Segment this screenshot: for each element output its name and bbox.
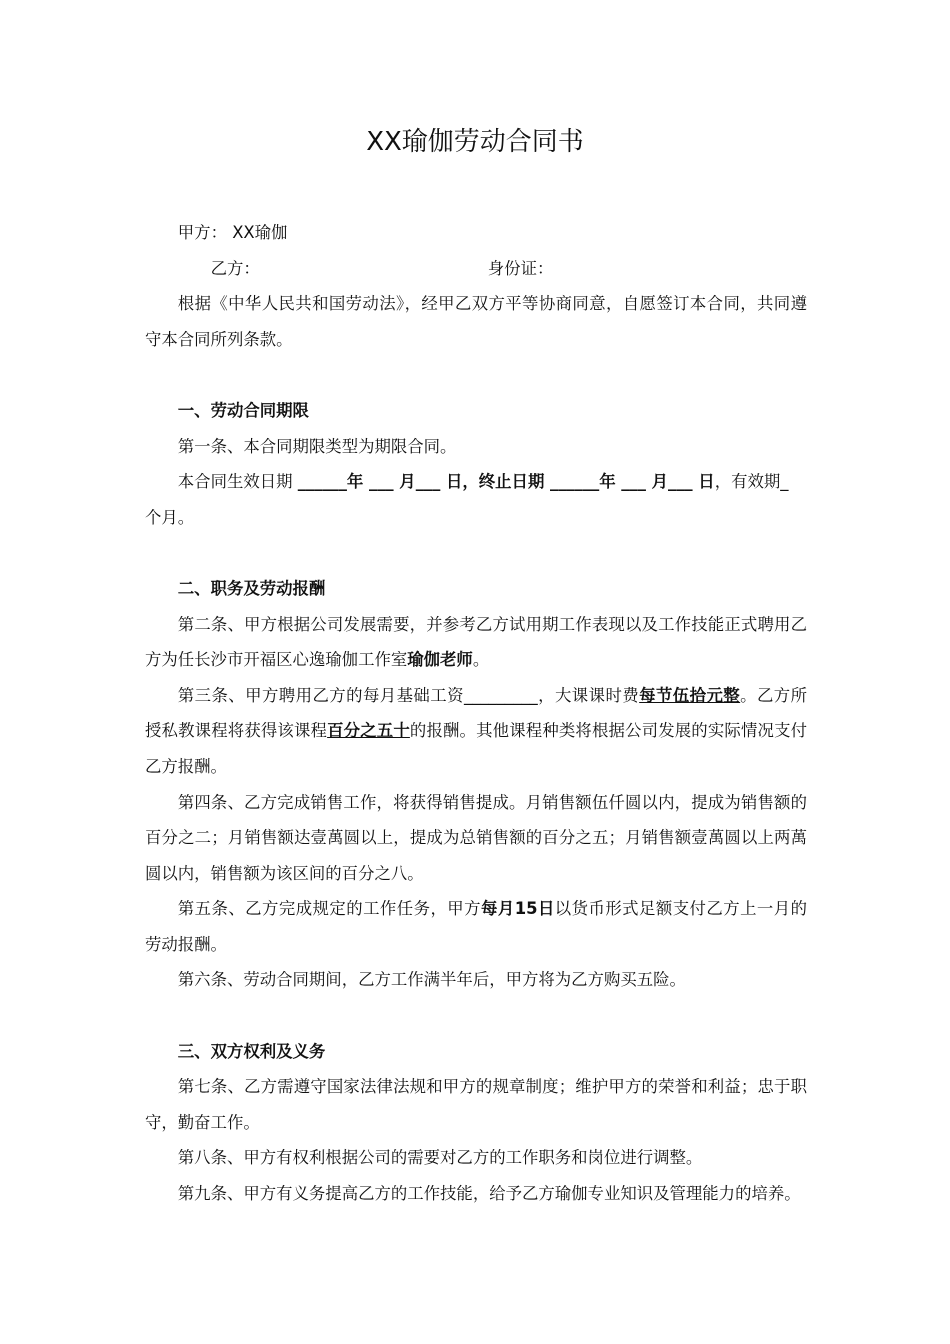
salary-blank: _________ [463,685,538,705]
party-a-label: 甲方： [177,223,227,242]
article-7: 第七条、乙方需遵守国家法律法规和甲方的规章制度；维护甲方的荣誉和利益；忠于职守，勤奋工作。 [145,1077,807,1132]
validity-months: 个月。 [145,507,195,527]
article-3-text: 。乙方所授私教课程将获得该课程 [145,685,808,741]
validity-label: ，有效期_ [714,472,789,492]
article-6: 第六条、劳动合同期间，乙方工作满半年后，甲方将为乙方购买五险。 [177,970,686,990]
article-3 [145,678,807,785]
party-b-line [145,251,807,287]
document-title: XX瑜伽劳动合同书 [366,127,584,157]
position-title: 瑜伽老师 [407,650,473,670]
article-2-text: 第二条、甲方根据公司发展需要，并参考乙方试用期工作表现以及工作技能正式聘用乙方为任长沙市开福区心逸瑜伽工作室 [145,614,807,670]
document-body [145,215,807,1212]
article-4: 第四条、乙方完成销售工作，将获得销售提成。月销售额伍仟圆以内，提成为销售额的百分之二；月销售额达壹萬圆以上，提成为总销售额的百分之五；月销售额壹萬圆以上两萬圆以内，销售额为该区间的百分之八。 [145,792,807,883]
article-3-text: 的报酬。其他课程种类将根据公司发展的实际情况支付乙方报酬。 [145,721,808,776]
private-class-rate: 百分之五十 [327,721,410,741]
article-3-text: 第三条、甲方聘用乙方的每月基础工资 [177,685,464,705]
article-9: 第九条、甲方有义务提高乙方的工作技能，给予乙方瑜伽专业知识及管理能力的培养。 [177,1184,801,1204]
section-1-heading: 一、劳动合同期限 [177,400,309,420]
party-b-label: 乙方： [210,258,260,278]
article-2-end: 。 [472,650,490,670]
id-card-label: 身份证： [487,258,554,278]
article-8: 第八条、甲方有权利根据公司的需要对乙方的工作职务和岗位进行调整。 [177,1148,703,1168]
contract-date-line [145,464,807,500]
intro-paragraph: 根据《中华人民共和国劳动法》，经甲乙双方平等协商同意，自愿签订本合同，共同遵守本合同所列条款。 [145,294,807,349]
party-a-value: XX瑜伽 [232,223,288,242]
article-2 [145,607,807,678]
article-1: 第一条、本合同期限类型为期限合同。 [177,436,457,456]
date-blanks: ______年 ___ 月___ 日，终止日期 ______年 ___ 月___ 日 [297,472,715,492]
article-5-text: 以货币形式足额支付乙方上一月的劳动报酬。 [145,899,808,954]
article-5 [145,891,807,962]
party-a-line [145,215,807,251]
section-2-heading: 二、职务及劳动报酬 [177,578,326,598]
section-3-heading: 三、双方权利及义务 [177,1041,326,1061]
article-5-text: 第五条、乙方完成规定的工作任务，甲方 [177,899,481,919]
date-prefix: 本合同生效日期 [177,472,298,492]
pay-day: 每月15日 [481,899,555,919]
class-fee: 每节伍拾元整 [639,685,741,705]
article-3-text: ，大课课时费 [537,685,640,705]
